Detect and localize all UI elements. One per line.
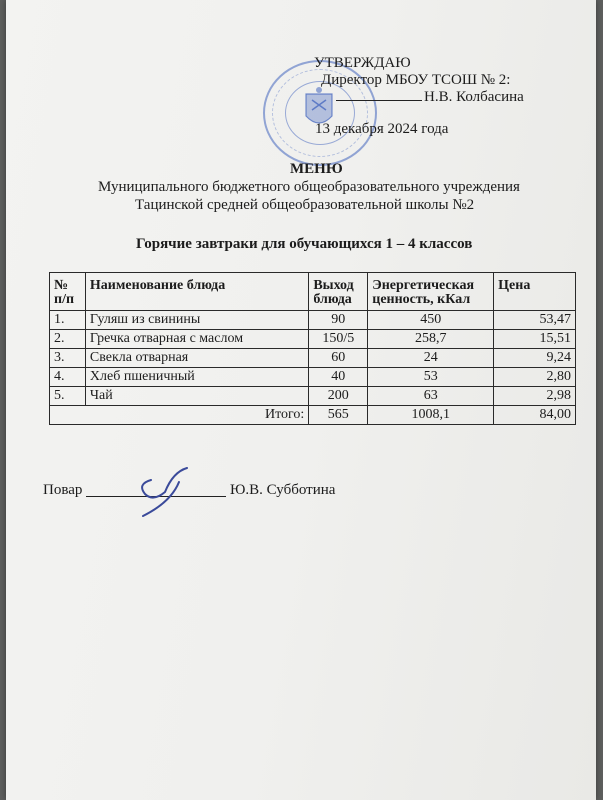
approval-date: 13 декабря 2024 года [315, 121, 449, 137]
approval-name: Н.В. Колбасина [424, 89, 524, 105]
table-row: 5. Чай 200 63 2,98 [50, 387, 576, 406]
col-header-price: Цена [494, 273, 576, 311]
col-header-portion: Выход блюда [309, 273, 368, 311]
document-page [6, 0, 596, 800]
document-title: МЕНЮ [290, 161, 343, 177]
institution-line-2: Тацинской средней общеобразовательной школы №2 [135, 197, 475, 213]
col-header-energy: Энергетическая ценность, кКал [368, 273, 494, 311]
table-row: 3. Свекла отварная 60 24 9,24 [50, 349, 576, 368]
cook-label: Повар [43, 482, 83, 498]
menu-table [49, 272, 576, 425]
table-header-row [50, 273, 576, 311]
total-portion: 565 [309, 406, 368, 425]
institution-line-1: Муниципального бюджетного общеобразовательного учреждения [98, 179, 520, 195]
handwritten-signature [131, 462, 211, 520]
total-label: Итого: [50, 406, 309, 425]
col-header-number: № п/п [50, 273, 86, 311]
table-row: 4. Хлеб пшеничный 40 53 2,80 [50, 368, 576, 387]
menu-subtitle: Горячие завтраки для обучающихся 1 – 4 классов [136, 236, 473, 252]
total-price: 84,00 [494, 406, 576, 425]
approval-title: УТВЕРЖДАЮ [314, 55, 411, 71]
table-row: 2. Гречка отварная с маслом 150/5 258,7 15,51 [50, 330, 576, 349]
total-energy: 1008,1 [368, 406, 494, 425]
table-row: 1. Гуляш из свинины 90 450 53,47 [50, 311, 576, 330]
table-total-row [50, 406, 576, 425]
cook-name: Ю.В. Субботина [230, 482, 336, 498]
col-header-dish: Наименование блюда [85, 273, 308, 311]
approval-position: Директор МБОУ ТСОШ № 2: [321, 72, 511, 88]
